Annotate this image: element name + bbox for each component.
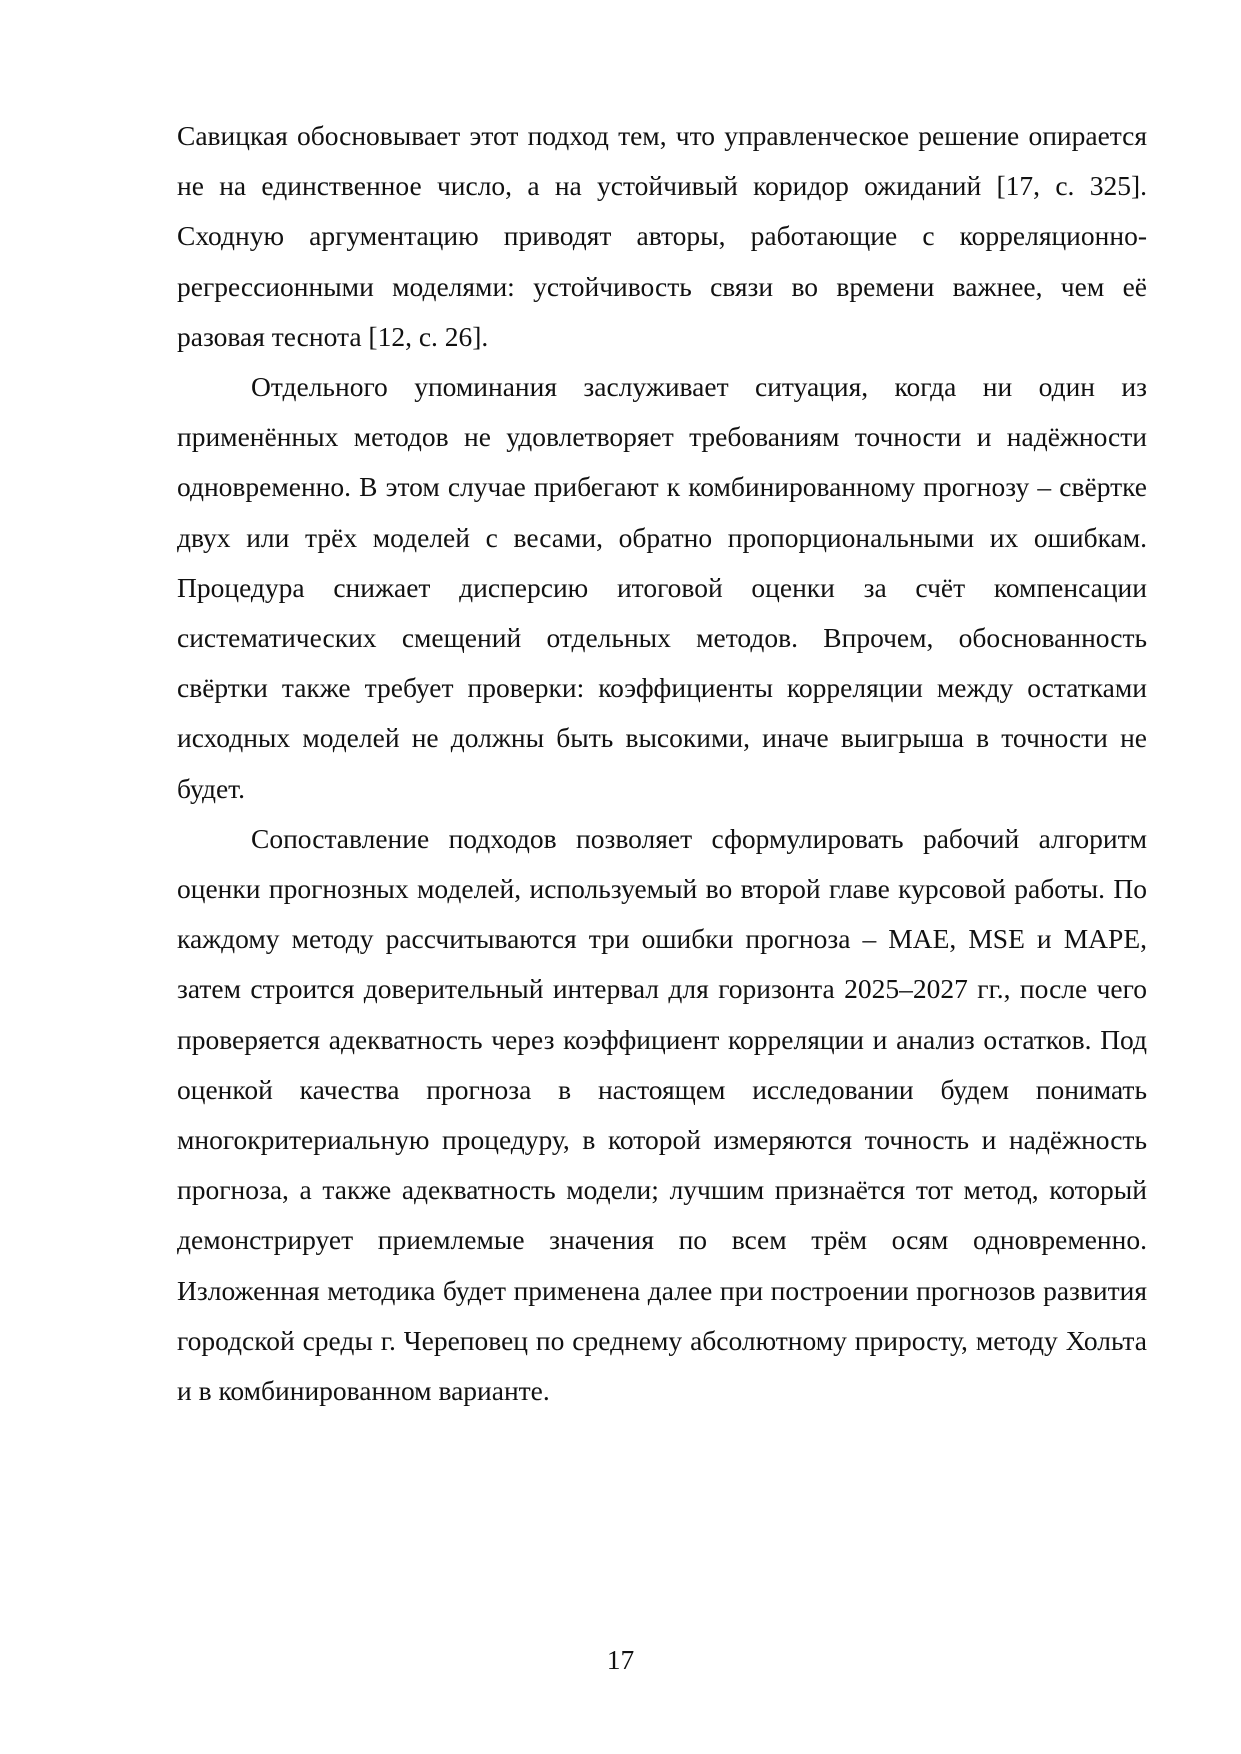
paragraph-evaluation-algorithm: Сопоставление подходов позволяет сформулировать рабочий алгоритм оценки прогнозных моделей, используемый во второй главе курсовой работы. По каждому методу рассчитываются три ошибки прогноза – MAE, MSE и MAPE, затем строится доверительный интервал для горизонта 2025–2027 гг., после чего проверяется адекватность через коэффициент корреляции и анализ остатков. Под оценкой качества прогноза в настоящем исследовании будем понимать многокритериальную процедуру, в которой измеряются точность и надёжность прогноза, а также адекватность модели; лучшим признаётся тот метод, который демонстрирует приемлемые значения по всем трём осям одновременно. Изложенная методика будет применена далее при построении прогнозов развития городской среды г. Череповец по среднему абсолютному приросту, методу Хольта и в комбинированном варианте. [177,822,1147,1407]
paragraph-combined-forecast: Отдельного упоминания заслуживает ситуация, когда ни один из применённых методов не удовлетворяет требованиям точности и надёжности одновременно. В этом случае прибегают к комбинированному прогнозу – свёртке двух или трёх моделей с весами, обратно пропорциональными их ошибкам. Процедура снижает дисперсию итоговой оценки за счёт компенсации систематических смещений отдельных методов. Впрочем, обоснованность свёртки также требует проверки: коэффициенты корреляции между остатками исходных моделей не должны быть высокими, иначе выигрыша в точности не будет. [177,371,1147,804]
paragraph-continuation: Савицкая обосновывает этот подход тем, что управленческое решение опирается не на единственное число, а на устойчивый коридор ожиданий [17, с. 325]. Сходную аргументацию приводят авторы, работающие с корреляционно-регрессионными моделями: устойчивость связи во времени важнее, чем её разовая теснота [12, с. 26]. [177,120,1147,352]
body-text [177,111,1147,1416]
page-number: 17 [606,1644,635,1675]
